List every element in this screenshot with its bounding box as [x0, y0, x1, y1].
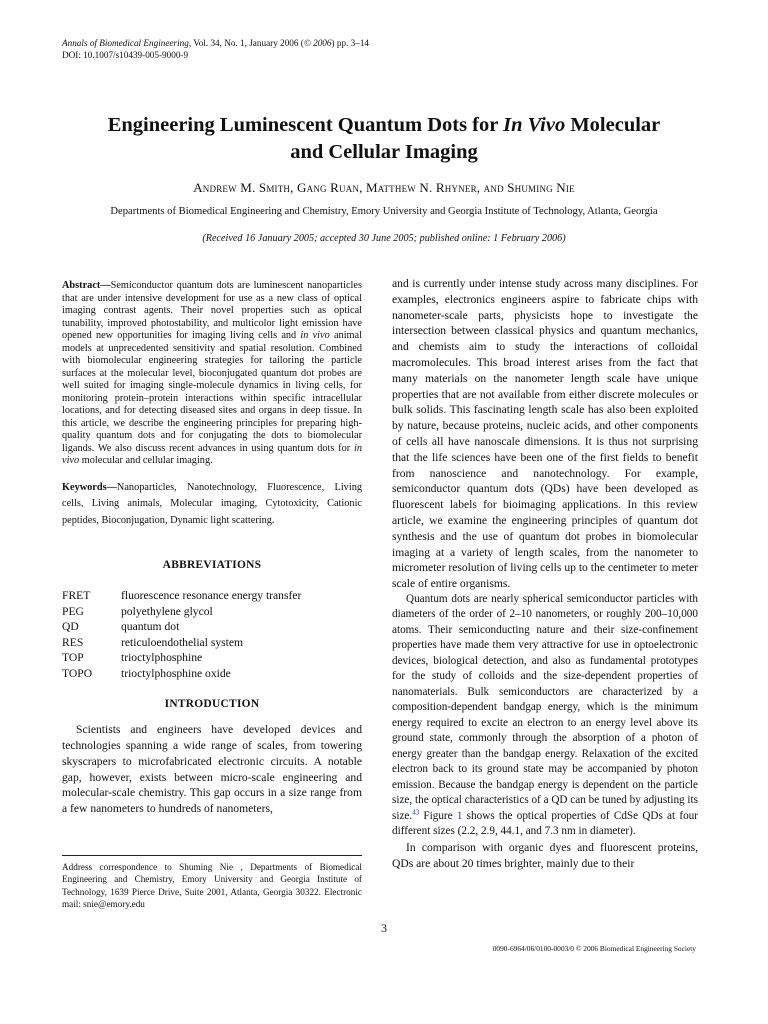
abbreviation-meaning: quantum dot: [121, 620, 180, 634]
abbreviations-heading: ABBREVIATIONS: [162, 559, 262, 572]
abstract-text-3: molecular and cellular imaging.: [79, 455, 213, 466]
title-part2: Molecular: [565, 114, 661, 136]
introduction-paragraph: Scientists and engineers have developed devices and technologies spanning a wide range of scales, from towering skyscrapers to microfabricated electronic circuits. A notable gap, however, exists between micro-scale engineering and molecular-scale chemistry. This gap occurs in a size range from a few nanometers to hundreds of nanometers,: [62, 723, 362, 816]
doi: DOI: 10.1007/s10439-005-9000-9: [62, 50, 189, 60]
article-title: [40, 112, 728, 166]
keywords-label: Keywords—: [62, 481, 117, 493]
running-head: [62, 37, 369, 61]
abbreviation: FRET: [62, 589, 91, 603]
abbreviation: TOP: [62, 651, 84, 665]
abbreviation-meaning: fluorescence resonance energy transfer: [121, 589, 302, 603]
abbreviation-meaning: polyethylene glycol: [121, 604, 213, 618]
footnote-divider: [62, 855, 362, 856]
keywords-text: Nanoparticles, Nanotechnology, Fluorescence, Living cells, Living animals, Molecular imaging, Cytotoxicity, Cationic peptides, Bioconjugation, Dynamic light scattering.: [62, 481, 362, 526]
abbreviation-row: [62, 667, 301, 683]
journal-name: Annals of Biomedical Engineering: [62, 38, 189, 48]
abbreviation-row: [62, 605, 301, 621]
title-line2: and Cellular Imaging: [290, 141, 478, 163]
author-list: Andrew M. Smith, Gang Ruan, Matthew N. Rhyner, and Shuming Nie: [193, 180, 575, 195]
abbreviation-row: [62, 589, 301, 605]
right-column: [392, 276, 698, 872]
copyright-line: 0090-6964/06/0100-0003/0 © 2006 Biomedical Engineering Society: [492, 944, 696, 953]
abstract: [62, 280, 362, 468]
copyright-year: © 2006: [303, 38, 332, 48]
correspondence-footnote: Address correspondence to Shuming Nie , Departments of Biomedical Engineering and Chemistry, Emory University and Georgia Institute of Technology, 1639 Pierce Drive, Suite 2001, Atlanta, Georgia 30322. Electronic mail: snie@emory.edu: [62, 862, 362, 909]
body-paragraph: and is currently under intense study across many disciplines. For examples, electronics engineers aspire to fabricate chips with nanometer-scale parts, physicists hope to investigate the intersection between classical physics and quantum mechanics, and chemists aim to study the interactions of colloidal macromolecules. This broad interest arises from the fact that many materials on the nanometer length scale have unique properties that are not available from either discrete molecules or bulk solids. This fascinating length scale has also been exploited by nature, because proteins, nucleic acids, and other components of cells all have nanoscale dimensions. It is thus not surprising that the life sciences have been one of the first fields to benefit from nanoscience and nanotechnology. For example, semiconductor quantum dots (QDs) have been developed as fluorescent labels for bioimaging applications. In this review article, we examine the engineering principles of quantum dot synthesis and the use of quantum dot probes in biomolecular imaging at a variety of length scales, from the nanometer to micrometer resolution of living cells up to the centimeter to meter scale of entire organisms.: [392, 277, 698, 591]
introduction-heading: INTRODUCTION: [164, 698, 260, 711]
reference-link[interactable]: 43: [412, 808, 420, 817]
abbreviation-row: [62, 651, 301, 667]
body-paragraph: In comparison with organic dyes and fluorescent proteins, QDs are about 20 times brighter, mainly due to their: [392, 840, 698, 870]
paragraph-text: Quantum dots are nearly spherical semiconductor particles with diameters of the order of 2–10 nanometers, or roughly 200–10,000 atoms. Their semiconducting nature and their size-confinement properties have made them very attractive for use in optoelectronic devices, biological detection, and also as fundamental prototypes for the study of colloids and the size-dependent properties of nanomaterials. Bulk semiconductors are characterized by a composition-dependent bandgap energy, which is the minimum energy required to excite an electron to an energy level above its ground state, commonly through the absorption of a photon of energy greater than the bandgap energy. Relaxation of the excited electron back to its ground state may be accompanied by photon emission. Because the bandgap energy is dependent on the particle size, the optical characteristics of a QD can be tuned by adjusting its size.: [392, 592, 699, 822]
received-dates: (Received 16 January 2005; accepted 30 June 2005; published online: 1 February 2006): [202, 233, 566, 244]
abbreviation: PEG: [62, 604, 84, 618]
citation-line: [62, 37, 369, 49]
left-column: [62, 280, 362, 817]
abbreviation-meaning: trioctylphosphine oxide: [121, 666, 231, 680]
page-number: 3: [381, 921, 387, 935]
paragraph-text: shows the optical properties of CdSe QDs at four different sizes (2.2, 2.9, 44.1, and 7.3 nm in diameter).: [392, 809, 698, 838]
abbreviations-table: [62, 589, 301, 682]
title-italic: In Vivo: [503, 114, 566, 136]
abbreviation-row: [62, 636, 301, 652]
abbreviation-meaning: reticuloendothelial system: [121, 635, 244, 649]
volume-issue: , Vol. 34, No. 1, January 2006 (: [188, 38, 304, 48]
abstract-italic-1: in vivo: [300, 330, 330, 341]
abbreviation: TOPO: [62, 666, 93, 680]
paragraph-text: Figure: [419, 809, 457, 822]
affiliation: Departments of Biomedical Engineering and Chemistry, Emory University and Georgia Institute of Technology, Atlanta, Georgia: [110, 206, 658, 217]
abbreviation: QD: [62, 620, 79, 634]
abbreviation-row: [62, 620, 301, 636]
abstract-label: Abstract—: [62, 280, 111, 291]
abbreviation: RES: [62, 635, 84, 649]
abbreviation-meaning: trioctylphosphine: [121, 651, 203, 665]
abstract-text-2: animal models at unprecedented sensitivity and spatial resolution. Combined with biomolecular engineering strategies for tailoring the particle surfaces at the molecular level, bioconjugated quantum dot probes are well suited for imaging single-molecule dynamics in living cells, for monitoring protein–protein interactions within specific intracellular locations, and for detecting diseased sites and organs in deep tissue. In this article, we describe the engineering principles for preparing high-quality quantum dots and for conjugating the dots to biomolecular ligands. We also discuss recent advances in using quantum dots for: [62, 330, 362, 454]
abstract-text-1: Semiconductor quantum dots are luminescent nanoparticles that are under intensive development for use as a new class of optical imaging contrast agents. Their novel properties such as optical tunability, improved photostability, and multicolor light emission have opened new opportunities for imaging living cells and: [62, 280, 362, 341]
figure-link[interactable]: 1: [456, 809, 463, 822]
page-range: ) pp. 3–14: [331, 38, 370, 48]
title-part1: Engineering Luminescent Quantum Dots for: [107, 114, 504, 136]
keywords: [62, 480, 362, 530]
abstract-italic-2: in vivo: [62, 442, 362, 466]
body-paragraph: [392, 592, 698, 840]
